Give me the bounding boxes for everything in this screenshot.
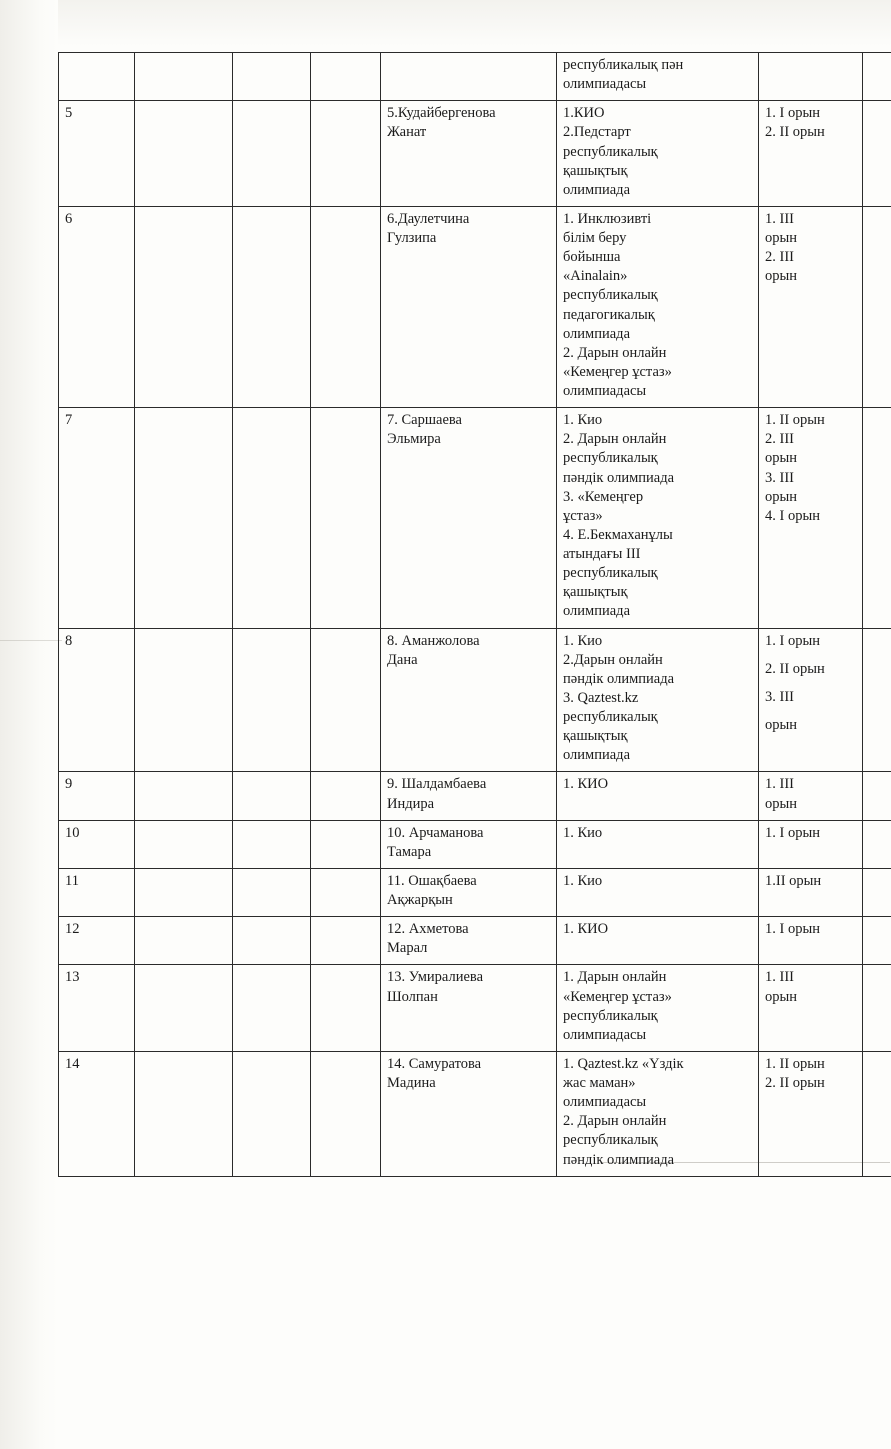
cell-olympiad bbox=[557, 917, 759, 965]
cell-line bbox=[869, 824, 891, 843]
cell-line: республикалық bbox=[563, 450, 658, 467]
cell-number bbox=[59, 1051, 135, 1176]
cell-line: 10 bbox=[65, 824, 80, 841]
cell-line: 1. III bbox=[765, 776, 794, 793]
cell-number bbox=[59, 917, 135, 965]
cell-line: Марал bbox=[387, 940, 428, 957]
cell-line: республикалық bbox=[563, 709, 658, 725]
cell-column-d bbox=[311, 628, 381, 772]
cell-teacher-name bbox=[381, 917, 557, 965]
cell-line bbox=[141, 775, 227, 794]
cell-olympiad bbox=[557, 628, 759, 772]
cell-line: 1. I орын bbox=[765, 105, 820, 122]
cell-line: пәндік олимпиада bbox=[563, 469, 675, 486]
cell-line: Ақжарқын bbox=[387, 892, 453, 908]
cell-line: олимпиада bbox=[563, 181, 630, 198]
cell-number bbox=[59, 868, 135, 916]
cell-line: Эльмира bbox=[387, 431, 441, 448]
cell-line: білім беру bbox=[563, 230, 627, 246]
cell-column-last bbox=[863, 206, 891, 407]
cell-column-b bbox=[135, 820, 233, 868]
cell-olympiad bbox=[557, 408, 759, 628]
cell-line bbox=[869, 872, 891, 891]
cell-line: 2. Дарын онлайн bbox=[563, 1113, 667, 1130]
cell-teacher-name bbox=[381, 772, 557, 820]
cell-line: республикалық bbox=[563, 1132, 658, 1149]
cell-line: атындағы III bbox=[563, 546, 641, 562]
table-row bbox=[59, 206, 891, 407]
cell-number bbox=[59, 772, 135, 820]
cell-line: республикалық bbox=[563, 287, 658, 304]
cell-line: пәндік олимпиада bbox=[563, 1151, 675, 1168]
table-row bbox=[59, 1051, 891, 1176]
cell-line: 5.Кудайбергенова bbox=[387, 105, 496, 122]
cell-column-b bbox=[135, 1051, 233, 1176]
cell-line bbox=[317, 411, 375, 430]
cell-line: 1. III bbox=[765, 210, 794, 227]
cell-column-b bbox=[135, 628, 233, 772]
cell-line: Дана bbox=[387, 651, 418, 668]
cell-teacher-name bbox=[381, 101, 557, 207]
table-row bbox=[59, 53, 891, 101]
cell-line bbox=[239, 775, 305, 794]
cell-line: 11 bbox=[65, 872, 79, 889]
cell-olympiad bbox=[557, 206, 759, 407]
cell-column-d bbox=[311, 772, 381, 820]
cell-column-last bbox=[863, 868, 891, 916]
cell-line: «Ainalain» bbox=[563, 268, 628, 285]
cell-line: 3. Qaztest.kz bbox=[563, 689, 639, 706]
table-row bbox=[59, 965, 891, 1052]
scan-crease-secondary bbox=[0, 640, 62, 641]
cell-line: 1. Инклюзивті bbox=[563, 210, 652, 227]
cell-line: ұстаз» bbox=[563, 507, 603, 524]
cell-line bbox=[239, 632, 305, 651]
cell-line: 2. Дарын онлайн bbox=[563, 344, 667, 361]
cell-line: 10. Арчаманова bbox=[387, 824, 484, 841]
cell-line: 2. II орын bbox=[765, 1075, 825, 1091]
cell-line: 2. II орын bbox=[765, 124, 825, 141]
cell-line: педагогикалық bbox=[563, 306, 655, 323]
cell-column-b bbox=[135, 206, 233, 407]
cell-column-d bbox=[311, 820, 381, 868]
cell-line bbox=[239, 824, 305, 843]
cell-line: 1. Кио bbox=[563, 872, 603, 889]
table-row bbox=[59, 628, 891, 772]
cell-line: Жанат bbox=[387, 124, 427, 141]
cell-line: олимпиадасы bbox=[563, 76, 647, 93]
cell-place bbox=[759, 101, 863, 207]
cell-line: 2. II орын bbox=[765, 660, 825, 677]
cell-line: 9. Шалдамбаева bbox=[387, 776, 487, 793]
cell-column-d bbox=[311, 917, 381, 965]
cell-column-c bbox=[233, 408, 311, 628]
cell-line: 12. Ахметова bbox=[387, 921, 469, 938]
cell-teacher-name bbox=[381, 820, 557, 868]
cell-line: 5 bbox=[65, 105, 73, 122]
cell-line: 1. Дарын онлайн bbox=[563, 969, 667, 986]
cell-line: 1. Кио bbox=[563, 632, 603, 649]
cell-line bbox=[317, 632, 375, 651]
cell-teacher-name bbox=[381, 53, 557, 101]
cell-olympiad bbox=[557, 868, 759, 916]
cell-line: 1. КИО bbox=[563, 921, 609, 938]
cell-line: орын bbox=[765, 988, 798, 1005]
cell-line: жас маман» bbox=[563, 1075, 636, 1091]
cell-line bbox=[869, 210, 891, 229]
table-row bbox=[59, 101, 891, 207]
cell-column-d bbox=[311, 1051, 381, 1176]
cell-column-last bbox=[863, 965, 891, 1052]
cell-line: орын bbox=[765, 268, 798, 285]
cell-line bbox=[141, 968, 227, 987]
cell-line: Тамара bbox=[387, 843, 432, 860]
results-table-container bbox=[58, 52, 826, 1177]
cell-line: 13. Умиралиева bbox=[387, 969, 484, 986]
cell-line: 2. III bbox=[765, 431, 794, 448]
results-table bbox=[58, 52, 891, 1177]
cell-column-c bbox=[233, 101, 311, 207]
cell-line: орын bbox=[765, 450, 798, 467]
cell-place bbox=[759, 868, 863, 916]
cell-column-c bbox=[233, 868, 311, 916]
cell-line: 4. I орын bbox=[765, 507, 820, 524]
cell-line: 3. «Кемеңгер bbox=[563, 488, 644, 505]
cell-line: 1.КИО bbox=[563, 105, 605, 122]
table-row bbox=[59, 820, 891, 868]
cell-line bbox=[869, 632, 891, 651]
cell-column-b bbox=[135, 868, 233, 916]
cell-column-last bbox=[863, 53, 891, 101]
cell-column-c bbox=[233, 917, 311, 965]
cell-column-last bbox=[863, 772, 891, 820]
table-row bbox=[59, 917, 891, 965]
cell-line: бойынша bbox=[563, 249, 621, 266]
cell-place bbox=[759, 628, 863, 772]
cell-line: 7. Саршаева bbox=[387, 412, 462, 429]
table-row bbox=[59, 868, 891, 916]
cell-olympiad bbox=[557, 772, 759, 820]
cell-line: қашықтық bbox=[563, 728, 628, 745]
cell-column-last bbox=[863, 628, 891, 772]
cell-place bbox=[759, 820, 863, 868]
cell-line bbox=[239, 104, 305, 123]
cell-line bbox=[317, 775, 375, 794]
cell-line bbox=[239, 411, 305, 430]
cell-line: 1. I орын bbox=[765, 824, 820, 841]
cell-line: 1.II орын bbox=[765, 872, 822, 889]
cell-line: олимпиадасы bbox=[563, 1094, 647, 1111]
cell-line bbox=[239, 1055, 305, 1074]
cell-number bbox=[59, 628, 135, 772]
cell-line: 2. III bbox=[765, 249, 794, 266]
cell-line bbox=[239, 920, 305, 939]
cell-line: 11. Ошақбаева bbox=[387, 872, 477, 889]
cell-column-c bbox=[233, 1051, 311, 1176]
cell-line: 1. I орын bbox=[765, 632, 820, 649]
cell-line: 14. Самуратова bbox=[387, 1055, 482, 1072]
cell-line bbox=[239, 968, 305, 987]
cell-line: олимпиада bbox=[563, 603, 630, 620]
cell-column-d bbox=[311, 868, 381, 916]
cell-column-last bbox=[863, 408, 891, 628]
cell-line: Шолпан bbox=[387, 988, 438, 1005]
cell-line bbox=[141, 104, 227, 123]
cell-column-b bbox=[135, 965, 233, 1052]
cell-number bbox=[59, 408, 135, 628]
cell-line: 6.Даулетчина bbox=[387, 210, 470, 227]
cell-line: 12 bbox=[65, 921, 80, 938]
cell-column-c bbox=[233, 820, 311, 868]
table-row bbox=[59, 408, 891, 628]
cell-line: 8. Аманжолова bbox=[387, 632, 480, 649]
cell-line bbox=[317, 872, 375, 891]
cell-column-b bbox=[135, 408, 233, 628]
cell-line bbox=[869, 920, 891, 939]
cell-place bbox=[759, 408, 863, 628]
cell-line: «Кемеңгер ұстаз» bbox=[563, 988, 672, 1005]
cell-place bbox=[759, 206, 863, 407]
cell-column-c bbox=[233, 628, 311, 772]
cell-line bbox=[317, 56, 375, 75]
cell-line: 1. Кио bbox=[563, 824, 603, 841]
cell-line bbox=[141, 411, 227, 430]
cell-column-last bbox=[863, 917, 891, 965]
cell-line: 8 bbox=[65, 632, 73, 649]
cell-line bbox=[141, 824, 227, 843]
cell-line: қашықтық bbox=[563, 584, 628, 601]
cell-teacher-name bbox=[381, 206, 557, 407]
cell-line: олимпиада bbox=[563, 747, 630, 764]
cell-teacher-name bbox=[381, 965, 557, 1052]
cell-line bbox=[317, 1055, 375, 1074]
cell-line bbox=[65, 56, 129, 75]
cell-line: олимпиадасы bbox=[563, 383, 647, 399]
cell-number bbox=[59, 206, 135, 407]
cell-column-d bbox=[311, 408, 381, 628]
cell-line: 13 bbox=[65, 969, 80, 986]
cell-line: 1. II орын bbox=[765, 412, 825, 429]
cell-line bbox=[387, 56, 551, 75]
cell-line: 1. КИО bbox=[563, 776, 609, 793]
cell-line bbox=[239, 210, 305, 229]
scan-edge-left bbox=[0, 0, 58, 1449]
cell-teacher-name bbox=[381, 868, 557, 916]
cell-column-c bbox=[233, 53, 311, 101]
cell-line: 1. III bbox=[765, 969, 794, 986]
cell-column-b bbox=[135, 772, 233, 820]
cell-line bbox=[141, 872, 227, 891]
cell-line: Гулзипа bbox=[387, 230, 437, 246]
cell-line bbox=[869, 775, 891, 794]
cell-line: республикалық bbox=[563, 565, 658, 582]
scan-edge-top bbox=[0, 0, 891, 46]
cell-line bbox=[317, 920, 375, 939]
cell-line bbox=[239, 56, 305, 75]
cell-column-last bbox=[863, 1051, 891, 1176]
cell-teacher-name bbox=[381, 628, 557, 772]
cell-line: 4. Е.Бекмаханұлы bbox=[563, 526, 673, 543]
cell-line bbox=[141, 56, 227, 75]
cell-line: республикалық пән bbox=[563, 57, 684, 73]
cell-column-d bbox=[311, 965, 381, 1052]
cell-line bbox=[869, 56, 891, 75]
cell-number bbox=[59, 53, 135, 101]
cell-column-last bbox=[863, 101, 891, 207]
cell-number bbox=[59, 820, 135, 868]
cell-olympiad bbox=[557, 53, 759, 101]
results-table-body bbox=[59, 53, 891, 1177]
cell-line bbox=[141, 1055, 227, 1074]
table-row bbox=[59, 772, 891, 820]
cell-line bbox=[317, 210, 375, 229]
cell-place bbox=[759, 1051, 863, 1176]
cell-line: «Кемеңгер ұстаз» bbox=[563, 363, 672, 380]
cell-line: 1. I орын bbox=[765, 921, 820, 938]
cell-column-d bbox=[311, 206, 381, 407]
cell-column-c bbox=[233, 965, 311, 1052]
cell-column-b bbox=[135, 53, 233, 101]
cell-line: 2.Педстарт bbox=[563, 124, 631, 141]
cell-line: 1. Qaztest.kz «Үздік bbox=[563, 1055, 684, 1072]
cell-olympiad bbox=[557, 965, 759, 1052]
cell-place bbox=[759, 965, 863, 1052]
cell-line: республикалық bbox=[563, 1007, 658, 1024]
cell-column-d bbox=[311, 53, 381, 101]
cell-column-d bbox=[311, 101, 381, 207]
cell-column-b bbox=[135, 101, 233, 207]
cell-olympiad bbox=[557, 820, 759, 868]
cell-line: орын bbox=[765, 488, 798, 505]
cell-number bbox=[59, 101, 135, 207]
cell-line bbox=[141, 632, 227, 651]
cell-line: олимпиада bbox=[563, 325, 630, 342]
cell-line: 14 bbox=[65, 1055, 80, 1072]
cell-line: 9 bbox=[65, 776, 73, 793]
cell-line bbox=[239, 872, 305, 891]
cell-line: олимпиадасы bbox=[563, 1026, 647, 1043]
cell-line bbox=[317, 968, 375, 987]
cell-column-c bbox=[233, 206, 311, 407]
cell-line bbox=[869, 104, 891, 123]
cell-line bbox=[141, 920, 227, 939]
cell-place bbox=[759, 53, 863, 101]
cell-place bbox=[759, 772, 863, 820]
cell-column-b bbox=[135, 917, 233, 965]
cell-line: орын bbox=[765, 230, 798, 246]
cell-number bbox=[59, 965, 135, 1052]
cell-teacher-name bbox=[381, 408, 557, 628]
cell-line: орын bbox=[765, 716, 798, 733]
cell-line: 3. III bbox=[765, 688, 794, 705]
cell-line: қашықтық bbox=[563, 162, 628, 179]
cell-line: республикалық bbox=[563, 143, 658, 160]
cell-line: орын bbox=[765, 795, 798, 812]
cell-olympiad bbox=[557, 101, 759, 207]
cell-line bbox=[869, 411, 891, 430]
cell-line bbox=[317, 104, 375, 123]
cell-line: 3. III bbox=[765, 469, 794, 486]
cell-line bbox=[317, 824, 375, 843]
cell-line: Мадина bbox=[387, 1075, 436, 1091]
cell-line bbox=[869, 1055, 891, 1074]
cell-line: 7 bbox=[65, 412, 73, 429]
cell-teacher-name bbox=[381, 1051, 557, 1176]
cell-line: пәндік олимпиада bbox=[563, 670, 675, 687]
cell-olympiad bbox=[557, 1051, 759, 1176]
cell-line: 1. Кио bbox=[563, 412, 603, 429]
cell-line: 2.Дарын онлайн bbox=[563, 651, 663, 668]
cell-place bbox=[759, 917, 863, 965]
cell-column-last bbox=[863, 820, 891, 868]
cell-line: 1. II орын bbox=[765, 1055, 825, 1072]
cell-line: 2. Дарын онлайн bbox=[563, 431, 667, 448]
cell-line bbox=[141, 210, 227, 229]
cell-column-c bbox=[233, 772, 311, 820]
cell-line: 6 bbox=[65, 210, 73, 227]
cell-line: Индира bbox=[387, 795, 435, 812]
cell-line bbox=[869, 968, 891, 987]
